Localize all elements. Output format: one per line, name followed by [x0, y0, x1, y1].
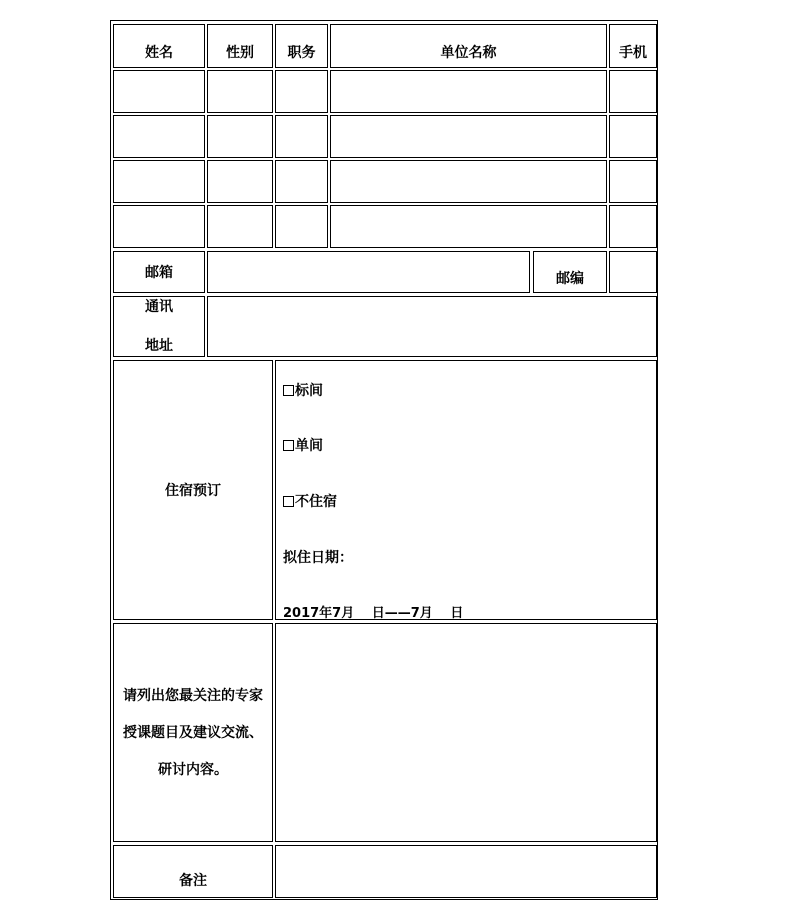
mobile-field[interactable]	[609, 115, 657, 158]
position-field[interactable]	[275, 205, 328, 248]
remarks-label-cell	[113, 845, 273, 898]
topics-label-cell	[113, 623, 273, 842]
topics-label-line2: 授课题目及建议交流、	[123, 724, 263, 741]
mobile-field[interactable]	[609, 205, 657, 248]
position-field[interactable]	[275, 115, 328, 158]
email-field[interactable]	[207, 251, 530, 293]
accommodation-label-cell	[113, 360, 273, 620]
topics-label-line1: 请列出您最关注的专家	[123, 687, 263, 704]
remarks-label: 备注	[179, 873, 207, 889]
header-gender	[207, 24, 273, 68]
mobile-field[interactable]	[609, 160, 657, 203]
name-field[interactable]	[113, 70, 205, 113]
accommodation-options-cell	[275, 360, 657, 620]
header-gender-label: 性别	[226, 45, 254, 61]
gender-field[interactable]	[207, 205, 273, 248]
option-standard-room[interactable]	[283, 380, 323, 400]
header-position-label: 职务	[287, 45, 316, 61]
position-field[interactable]	[275, 160, 328, 203]
accommodation-label: 住宿预订	[165, 483, 221, 499]
address-field[interactable]	[207, 296, 657, 357]
checkbox-icon[interactable]	[283, 440, 294, 451]
address-label-cell	[113, 296, 205, 357]
stay-date-label: 拟住日期：	[283, 550, 353, 566]
header-position	[275, 24, 328, 68]
gender-field[interactable]	[207, 115, 273, 158]
address-label-line2: 地址	[145, 337, 173, 354]
option-single-room[interactable]	[283, 435, 323, 455]
mobile-field[interactable]	[609, 70, 657, 113]
address-label-line1: 通讯	[145, 298, 173, 315]
unit-field[interactable]	[330, 160, 607, 203]
unit-field[interactable]	[330, 70, 607, 113]
option-standard-room-label: 标间	[295, 383, 323, 399]
header-name	[113, 24, 205, 68]
topics-label-line3: 研讨内容。	[158, 761, 228, 778]
topics-field[interactable]	[275, 623, 657, 842]
unit-field[interactable]	[330, 205, 607, 248]
postcode-field[interactable]	[609, 251, 657, 293]
header-unit	[330, 24, 607, 68]
name-field[interactable]	[113, 115, 205, 158]
checkbox-icon[interactable]	[283, 496, 294, 507]
remarks-field[interactable]	[275, 845, 657, 898]
gender-field[interactable]	[207, 70, 273, 113]
header-mobile	[609, 24, 657, 68]
position-field[interactable]	[275, 70, 328, 113]
name-field[interactable]	[113, 160, 205, 203]
unit-field[interactable]	[330, 115, 607, 158]
header-name-label: 姓名	[145, 45, 173, 61]
header-unit-label: 单位名称	[440, 45, 497, 61]
email-label-cell	[113, 251, 205, 293]
postcode-label: 邮编	[556, 271, 584, 287]
option-no-accommodation[interactable]	[283, 491, 337, 511]
stay-date-line[interactable]: 2017年7月 日——7月 日	[283, 606, 464, 621]
email-label: 邮箱	[145, 265, 173, 281]
postcode-label-cell	[533, 251, 607, 293]
checkbox-icon[interactable]	[283, 385, 294, 396]
option-no-accommodation-label: 不住宿	[295, 494, 337, 510]
option-single-room-label: 单间	[295, 438, 323, 454]
name-field[interactable]	[113, 205, 205, 248]
gender-field[interactable]	[207, 160, 273, 203]
header-mobile-label: 手机	[619, 45, 647, 61]
